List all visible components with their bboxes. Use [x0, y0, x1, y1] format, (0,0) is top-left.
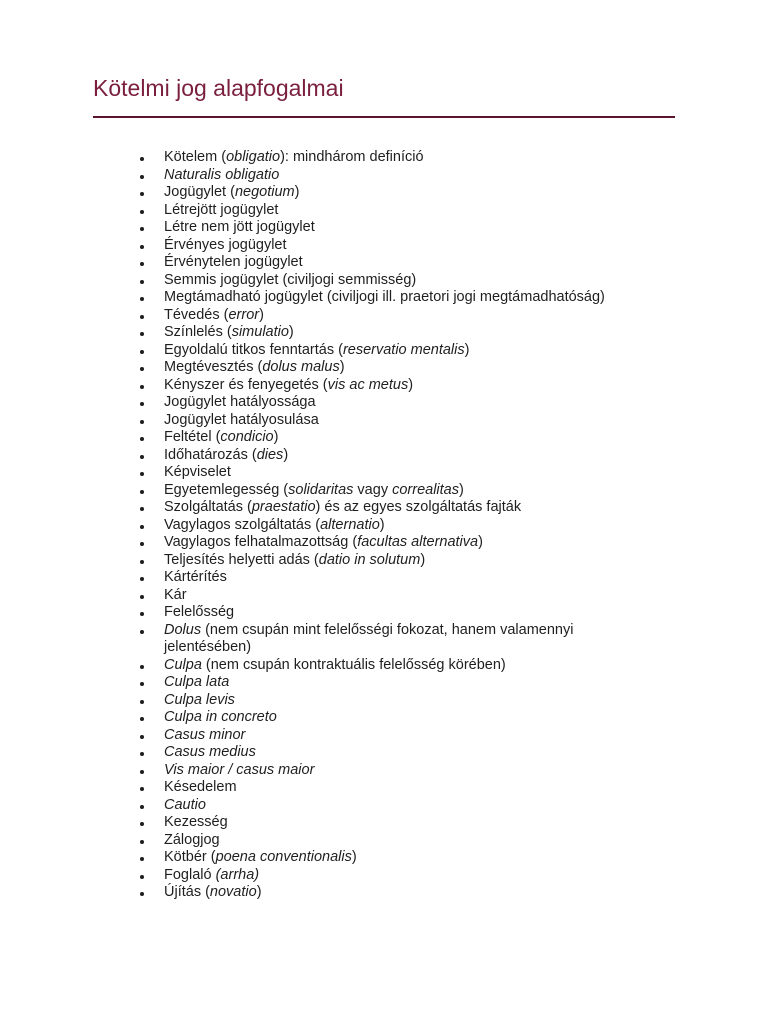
list-item	[0, 814, 664, 832]
list-item	[0, 202, 664, 220]
list-item	[0, 342, 664, 360]
list-item	[0, 394, 664, 412]
term-latin-text: datio in solutum	[318, 551, 421, 568]
list-item	[0, 692, 664, 710]
term-list	[0, 149, 664, 902]
term-text: )	[256, 884, 262, 900]
term-latin-text: obligatio	[226, 149, 281, 165]
list-item	[0, 604, 664, 622]
list-item	[0, 587, 664, 605]
list-item	[0, 377, 664, 395]
term-text: vagy	[353, 481, 393, 498]
term-latin-text: solidaritas	[288, 481, 354, 498]
list-item	[0, 849, 664, 867]
term-latin-text: Naturalis obligatio	[164, 166, 280, 183]
list-item	[0, 219, 664, 237]
term-text: Kártérítés	[164, 569, 227, 585]
term-text: Egyoldalú titkos fenntartás (	[164, 341, 343, 358]
list-item	[0, 674, 664, 692]
term-text: (nem csupán mint felelősségi fokozat, hanem valamennyi jelentésében)	[164, 621, 574, 655]
term-latin-text: condicio	[220, 429, 274, 445]
term-text: Létre nem jött jogügylet	[164, 219, 315, 235]
term-latin-text: reservatio mentalis	[342, 341, 465, 358]
term-latin-text: Culpa in concreto	[164, 709, 277, 725]
list-item	[0, 447, 664, 465]
list-item	[0, 307, 664, 325]
list-item	[0, 324, 664, 342]
term-text: Szolgáltatás (	[164, 499, 252, 515]
term-text: )	[283, 446, 289, 463]
list-item	[0, 797, 664, 815]
term-text: )	[351, 849, 357, 865]
term-text: Foglaló	[164, 866, 216, 883]
list-item	[0, 779, 664, 797]
term-text: Jogügylet hatályosulása	[164, 411, 319, 428]
list-item	[0, 534, 664, 552]
list-item	[0, 499, 664, 517]
term-latin-text: error	[228, 306, 260, 323]
term-latin-text: negotium	[234, 184, 295, 200]
list-item	[0, 762, 664, 780]
list-item	[0, 272, 664, 290]
term-text: )	[458, 481, 464, 498]
term-latin-text: Vis maior / casus maior	[164, 761, 315, 778]
list-item	[0, 167, 664, 185]
term-text: )	[464, 341, 470, 358]
term-text: Egyetemlegesség (	[164, 481, 289, 498]
term-text: Kötbér (	[164, 849, 216, 865]
term-text: Feltétel (	[164, 429, 221, 445]
term-text: )	[408, 376, 414, 393]
title-divider	[93, 116, 675, 118]
term-latin-text: (arrha)	[215, 866, 260, 883]
term-text: )	[294, 184, 300, 200]
term-text: Létrejött jogügylet	[164, 201, 279, 218]
list-item	[0, 727, 664, 745]
term-text: Jogügylet (	[164, 184, 235, 200]
list-item	[0, 184, 664, 202]
term-text: (nem csupán kontraktuális felelősség körében)	[201, 656, 506, 673]
term-text: )	[288, 324, 294, 340]
list-item	[0, 149, 664, 167]
list-item	[0, 517, 664, 535]
term-text: Érvényes jogügylet	[164, 236, 287, 253]
term-text: Kár	[164, 586, 187, 603]
term-text: Kötelem (	[164, 149, 227, 165]
list-item	[0, 254, 664, 272]
list-item	[0, 569, 664, 587]
term-text: )	[273, 429, 279, 445]
term-latin-text: correalitas	[392, 481, 459, 498]
list-item	[0, 482, 664, 500]
term-text: Zálogjog	[164, 831, 220, 848]
term-latin-text: alternatio	[320, 516, 380, 533]
term-text: Vagylagos felhatalmazottság (	[164, 534, 358, 550]
list-item	[0, 832, 664, 850]
term-text: Kényszer és fenyegetés (	[164, 376, 328, 393]
term-latin-text: Culpa levis	[164, 691, 235, 708]
term-text: Érvénytelen jogügylet	[164, 254, 303, 270]
term-latin-text: Casus minor	[164, 726, 246, 743]
term-latin-text: Dolus	[164, 621, 202, 638]
term-latin-text: Culpa lata	[164, 674, 230, 690]
term-text: Időhatározás (	[164, 446, 257, 463]
list-item	[0, 657, 664, 675]
term-text: Képviselet	[164, 464, 231, 480]
term-text: Semmis jogügylet (civiljogi semmisség)	[164, 271, 417, 288]
term-text: Megtévesztés (	[164, 359, 263, 375]
term-text: Jogügylet hatályossága	[164, 394, 316, 410]
term-latin-text: dies	[256, 446, 284, 463]
term-latin-text: dolus malus	[262, 359, 340, 375]
term-text: )	[259, 306, 264, 323]
term-text: )	[478, 534, 483, 550]
term-latin-text: praestatio	[251, 499, 316, 515]
term-text: Színlelés (	[164, 324, 232, 340]
term-text: Újítás (	[164, 884, 210, 900]
term-text: Tévedés (	[164, 306, 229, 323]
list-item	[0, 237, 664, 255]
term-latin-text: novatio	[209, 884, 257, 900]
list-item	[0, 744, 664, 762]
term-text: ): mindhárom definíció	[280, 149, 424, 165]
list-item	[0, 289, 664, 307]
term-text: )	[379, 516, 385, 533]
term-text: Késedelem	[164, 779, 237, 795]
term-latin-text: poena conventionalis	[215, 849, 352, 865]
list-item	[0, 552, 664, 570]
term-latin-text: simulatio	[231, 324, 289, 340]
term-text: Felelősség	[164, 604, 235, 620]
term-text: )	[420, 551, 426, 568]
term-text: Vagylagos szolgáltatás (	[164, 516, 321, 533]
list-item	[0, 464, 664, 482]
term-text: )	[339, 359, 345, 375]
list-item	[0, 359, 664, 377]
list-item	[0, 429, 664, 447]
term-latin-text: Casus medius	[164, 744, 256, 760]
term-latin-text: Cautio	[164, 796, 206, 813]
term-latin-text: vis ac metus	[327, 376, 409, 393]
term-text: ) és az egyes szolgáltatás fajták	[315, 499, 522, 515]
list-item	[0, 622, 664, 657]
list-item	[0, 884, 664, 902]
list-item	[0, 867, 664, 885]
term-text: Megtámadható jogügylet (civiljogi ill. praetori jogi megtámadhatóság)	[164, 289, 605, 305]
list-item	[0, 412, 664, 430]
term-latin-text: Culpa	[164, 656, 202, 673]
term-latin-text: facultas alternativa	[357, 534, 479, 550]
list-item	[0, 709, 664, 727]
term-text: Teljesítés helyetti adás (	[164, 551, 319, 568]
term-text: Kezesség	[164, 814, 228, 830]
page-title: Kötelmi jog alapfogalmai	[93, 75, 344, 101]
